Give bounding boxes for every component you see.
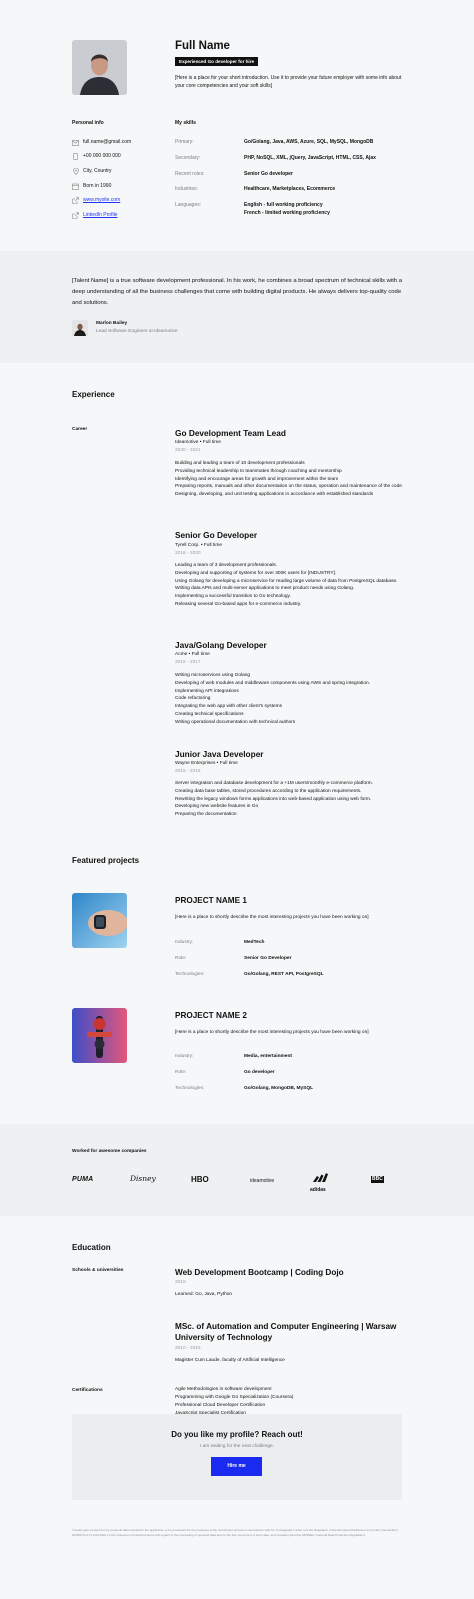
skill-value: Go/Golang, Java, AWS, Azure, SQL, MySQL, MongoDB	[244, 139, 374, 145]
bbc-wordmark: BBC	[372, 1176, 383, 1182]
phone-text: +00 000 000 000	[83, 153, 121, 159]
location-row	[72, 167, 112, 176]
job-duty: Rewriting the legacy windows forms applications into web-based application using web form.	[175, 796, 372, 802]
project-industry-row	[175, 1054, 405, 1059]
job-description	[175, 780, 405, 819]
adidas-wordmark: adidas	[310, 1187, 326, 1193]
cta-title: Do you like my profile? Reach out!	[171, 1430, 303, 1439]
job-title: Java/Golang Developer	[175, 640, 267, 650]
job-duty: Writing operational documentation with technical authors	[175, 719, 296, 725]
job-description	[175, 672, 405, 727]
job-duty: Developing new website features in Go	[175, 804, 259, 810]
companies-section	[0, 1124, 474, 1216]
headline-badge: Experienced Go developer for hire	[175, 57, 258, 66]
job-duty: Identifying and encourage areas for growth and improvement within the team	[175, 476, 339, 482]
companies-title: Worked for awesome companies	[72, 1149, 147, 1154]
schools-label: Schools & universities	[72, 1268, 124, 1273]
skill-row-roles	[175, 170, 405, 178]
ideamotive-logo: ideamotive	[250, 1178, 275, 1184]
school-title: MSc. of Automation and Computer Engineering | Warsaw University of Technology	[175, 1322, 397, 1342]
website-link[interactable]: www.mysite.com	[83, 197, 121, 203]
job-duty: Creating technical specifications	[175, 711, 244, 717]
detail-label: Role:	[175, 1070, 187, 1075]
disney-logo: Disney	[130, 1174, 156, 1183]
certification-item: Programming with Google Go Specialization (Coursera)	[175, 1395, 294, 1400]
project-tech-row	[175, 972, 405, 977]
detail-value: Go developer	[244, 1070, 275, 1075]
language-1: English - full working proficiency	[244, 202, 323, 208]
intro-text: [Here is a place for your short introduction. Use it to provide your future employer with some info about your core competencies and your soft skills]	[175, 75, 402, 89]
education-title: Education	[72, 1243, 111, 1252]
job-meta: Tyrell Corp. • Full time	[175, 543, 222, 548]
job-duty: Releasing several Go-based apps for e-commerce industry.	[175, 601, 302, 607]
born-text: Born in 1990	[83, 183, 112, 189]
certification-item: Professional Cloud Developer Certification	[175, 1403, 266, 1408]
certifications-label: Certifications	[72, 1388, 103, 1393]
school-date: 2016	[175, 1280, 186, 1285]
job-duty: Preparing the documentation	[175, 812, 237, 818]
skill-label: Languages:	[175, 202, 202, 208]
external-link-icon	[72, 212, 79, 219]
author-role: Lead Software Engineer at Ideamotive	[96, 329, 178, 334]
hire-me-button[interactable]: Hire me	[211, 1457, 262, 1476]
skill-value	[244, 201, 330, 217]
email-row	[72, 138, 131, 147]
job-duty: Preparing reports, manuals and other documentation on the status, operation and maintenance of the code	[175, 484, 402, 490]
detail-value: Senior Go Developer	[244, 956, 292, 961]
mail-icon	[72, 139, 79, 146]
job-description	[175, 460, 405, 499]
adidas-logo	[310, 1170, 330, 1193]
school-title: Web Development Bootcamp | Coding Dojo	[175, 1268, 344, 1277]
full-name: Full Name	[175, 40, 230, 52]
job-duty: Implementing a successful transition to Go technology.	[175, 594, 291, 600]
job-title: Go Development Team Lead	[175, 428, 286, 438]
project-description: [Here is a place to shortly describe the most interesting projects you have been working on]	[175, 915, 369, 920]
skill-value: Senior Go developer	[244, 171, 293, 177]
detail-value: MedTech	[244, 940, 265, 945]
certification-item: Agile Methodologies in software development	[175, 1387, 272, 1392]
job-duty: Writing data APIs and multi-server applications to meet product needs using Golang.	[175, 586, 355, 592]
job-duty: Using Golang for developing a microservice for reading large volume of data from PostgreSQL database.	[175, 578, 398, 584]
skill-label: Primary:	[175, 139, 194, 145]
detail-label: Technologies:	[175, 1086, 205, 1091]
skill-label: Secondary:	[175, 155, 201, 161]
job-meta: Wayne Enterprises • Full time	[175, 761, 238, 766]
profile-photo	[72, 40, 127, 95]
school-text: Magister Cum Laude, faculty of Artificial Intelligence	[175, 1358, 285, 1363]
bbc-logo	[371, 1176, 384, 1183]
projects-title: Featured projects	[72, 856, 140, 865]
detail-value: Go/Golang, MongoDB, MySQL	[244, 1086, 314, 1091]
job-date: 2016 - 2017	[175, 660, 201, 665]
detail-value: Media, entertainment	[244, 1054, 292, 1059]
school-text: Learned: Go, Java, Python	[175, 1292, 233, 1297]
job-duty: Server integration and database development for a +1M users/monthly e-commerce platform.	[175, 781, 373, 786]
detail-value: Go/Golang, REST API, PostgreSQL	[244, 972, 324, 977]
author-avatar	[72, 320, 88, 336]
testimonial-quote: [Talent Name] is a true software development professional. In his work, he combines a broad spectrum of technical skills with a deep understanding of all the business challenges that come with building digital products. He always delivers top-quality code and solutions.	[72, 278, 403, 306]
job-duty: Leading a team of 3 development professionals.	[175, 563, 278, 568]
born-row	[72, 182, 111, 191]
personal-info-title: Personal info	[72, 120, 104, 126]
project-tech-row	[175, 1086, 405, 1091]
job-duty: Implementing API integrations	[175, 688, 239, 694]
skill-row-languages	[175, 201, 405, 217]
skill-row-primary	[175, 138, 405, 146]
project-description: [Here is a place to shortly describe the most interesting projects you have been working on]	[175, 1030, 369, 1035]
skill-row-secondary	[175, 154, 405, 162]
gdpr-consent-text: I hereby give consent for my personal data included in the application to be processed for the purposes of the recruitment process in accordance with Art. 6 paragraph 1 letter a of the Regulation of the European Parliament and of the Council (EU) 2016/679 of 27 April 2016 on the protection of natural persons with regard to the processing of personal data and on the free movement of such data, and repealing Directive 95/46/EC (General Data Protection Regulation).	[72, 1528, 398, 1537]
project-title: PROJECT NAME 1	[175, 896, 247, 905]
job-duty: Building and leading a team of 10 development professionals	[175, 461, 305, 466]
job-meta: Ideamotive • Full time	[175, 440, 221, 445]
linkedin-row[interactable]	[72, 211, 117, 220]
job-date: 2018 - 2020	[175, 551, 201, 556]
job-title: Junior Java Developer	[175, 749, 264, 759]
external-link-icon	[72, 197, 79, 204]
location-text: City, Country	[83, 168, 112, 174]
job-duty: Integrating the web app with other client's systems	[175, 704, 283, 710]
school-date: 2010 - 2015	[175, 1346, 201, 1351]
job-duty: Designing, developing, and unit testing applications in accordance with established standards	[175, 492, 374, 498]
job-duty: Code refactoring	[175, 696, 211, 702]
project-title: PROJECT NAME 2	[175, 1011, 247, 1020]
skill-label: Recent roles:	[175, 171, 205, 177]
career-label: Career	[72, 427, 88, 432]
linkedin-link[interactable]: LinkedIn Profile	[83, 212, 118, 218]
calendar-icon	[72, 183, 79, 190]
skill-value: Healthcare, Marketplaces, Ecommerce	[244, 186, 336, 192]
detail-label: Industry:	[175, 1054, 194, 1059]
project-industry-row	[175, 940, 405, 945]
skill-label: Industries:	[175, 186, 199, 192]
detail-label: Role:	[175, 956, 187, 961]
phone-row	[72, 152, 121, 161]
job-duty: Writing microservices using Golang	[175, 673, 251, 678]
project-role-row	[175, 1070, 405, 1075]
skill-value: PHP, NoSQL, XML, jQuery, JavaScript, HTML, CSS, Ajax	[244, 155, 376, 161]
puma-logo: PUMA	[72, 1176, 94, 1183]
job-title: Senior Go Developer	[175, 530, 258, 540]
website-row[interactable]	[72, 196, 120, 205]
job-duty: Creating data base tables, stored procedures according to the application requirements.	[175, 788, 362, 794]
email-text: full.name@gmail.com	[83, 139, 132, 145]
job-date: 2015 - 2016	[175, 769, 201, 774]
job-duty: Developing and supporting of systems for over 300K users for [INDUSTRY].	[175, 570, 337, 576]
job-date: 2020 - 2021	[175, 448, 201, 453]
project-role-row	[175, 956, 405, 961]
job-meta: Acme • Full time	[175, 652, 210, 657]
job-description	[175, 562, 405, 609]
detail-label: Technologies:	[175, 972, 205, 977]
location-pin-icon	[72, 168, 79, 175]
skill-row-industries	[175, 185, 405, 193]
project-2-image	[72, 1008, 127, 1063]
author-name: Marlon Bailey	[96, 321, 128, 326]
cta-subtitle: I am waiting for the next challenge.	[199, 1444, 275, 1449]
experience-title: Experience	[72, 390, 115, 399]
job-duty: Providing technical leadership to teammates through coaching and mentorship	[175, 468, 342, 474]
detail-label: Industry:	[175, 940, 194, 945]
job-duty: Developing of web modules and middleware components using AWS and spring integration.	[175, 680, 371, 686]
project-1-image	[72, 893, 127, 948]
phone-icon	[72, 153, 79, 160]
skills-title: My skills	[175, 120, 196, 126]
hbo-logo: HBO	[191, 1175, 209, 1184]
language-2: French - limited working proficiency	[244, 210, 330, 216]
